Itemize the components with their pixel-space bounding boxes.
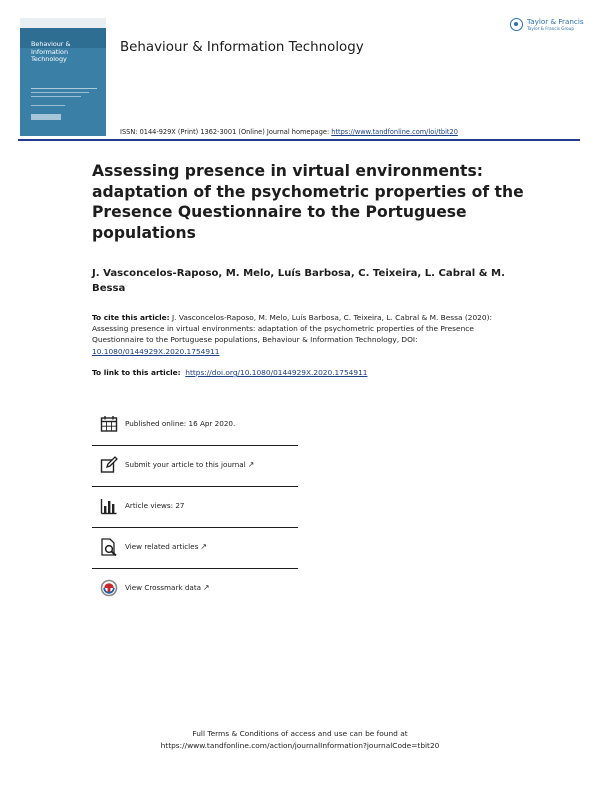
bar-chart-icon — [100, 497, 118, 515]
related-articles-link[interactable]: View related articles — [125, 542, 199, 551]
footer-terms-link[interactable]: https://www.tandfonline.com/action/journalInformation?journalCode=tbit20 — [160, 740, 440, 750]
citation-text: J. Vasconcelos-Raposo, M. Melo, Luís Barbosa, C. Teixeira, L. Cabral & M. Bessa (2020): Assessing presence in virtual environments: adaptation of the psychometric properties of the Presence Questionnaire to the Portuguese populations, Behaviour & Information Technology, DOI: — [92, 313, 492, 345]
article-views-item — [92, 487, 298, 528]
issn-line: ISSN: 0144-929X (Print) 1362-3001 (Online) Journal homepage: https://www.tandfonline.com/loi/tbit20 — [120, 128, 458, 136]
external-link-icon: ↗ — [247, 460, 255, 469]
publisher-name: Taylor & Francis — [527, 17, 584, 26]
article-doi-url[interactable]: https://doi.org/10.1080/0144929X.2020.1754911 — [185, 368, 368, 377]
search-document-icon — [100, 538, 118, 556]
header-divider — [18, 139, 580, 141]
citation-label: To cite this article: — [92, 313, 170, 322]
article-info-list — [92, 405, 298, 610]
external-link-icon: ↗ — [200, 542, 207, 551]
edit-icon — [100, 456, 118, 474]
doi-link[interactable]: 10.1080/0144929X.2020.1754911 — [92, 346, 220, 356]
published-online-item — [92, 405, 298, 446]
crossmark-icon — [100, 579, 118, 597]
submit-article-link[interactable]: Submit your article to this journal — [125, 460, 246, 469]
article-views-text: Article views: 27 — [125, 501, 185, 510]
article-link-line — [92, 368, 512, 377]
publisher-logo[interactable] — [510, 16, 584, 38]
journal-title: Behaviour & Information Technology — [120, 40, 364, 55]
calendar-icon — [100, 415, 118, 433]
article-authors: J. Vasconcelos-Raposo, M. Melo, Luís Barbosa, C. Teixeira, L. Cabral & M. Bessa — [92, 268, 505, 294]
citation-block — [92, 312, 512, 357]
footer-terms-text: Full Terms & Conditions of access and use can be found at — [192, 729, 408, 738]
journal-cover — [20, 18, 106, 136]
publisher-emblem-icon — [510, 18, 523, 31]
submit-article-item[interactable] — [92, 446, 298, 487]
publisher-tagline: Taylor & Francis Group — [527, 26, 575, 31]
external-link-icon: ↗ — [203, 583, 210, 592]
article-title: Assessing presence in virtual environments: adaptation of the psychometric properties of the Presence Questionnaire to the Portuguese populations — [92, 162, 524, 242]
published-online-text: Published online: 16 Apr 2020. — [125, 419, 236, 428]
crossmark-link[interactable]: View Crossmark data — [125, 583, 202, 592]
footer — [0, 728, 600, 751]
crossmark-item[interactable] — [92, 569, 298, 610]
journal-homepage-link[interactable]: https://www.tandfonline.com/loi/tbit20 — [331, 128, 458, 136]
cover-publisher-logo — [31, 114, 61, 120]
related-articles-item[interactable] — [92, 528, 298, 569]
article-link-label: To link to this article: — [92, 368, 181, 377]
cover-title: Behaviour & Information Technology — [31, 40, 71, 64]
